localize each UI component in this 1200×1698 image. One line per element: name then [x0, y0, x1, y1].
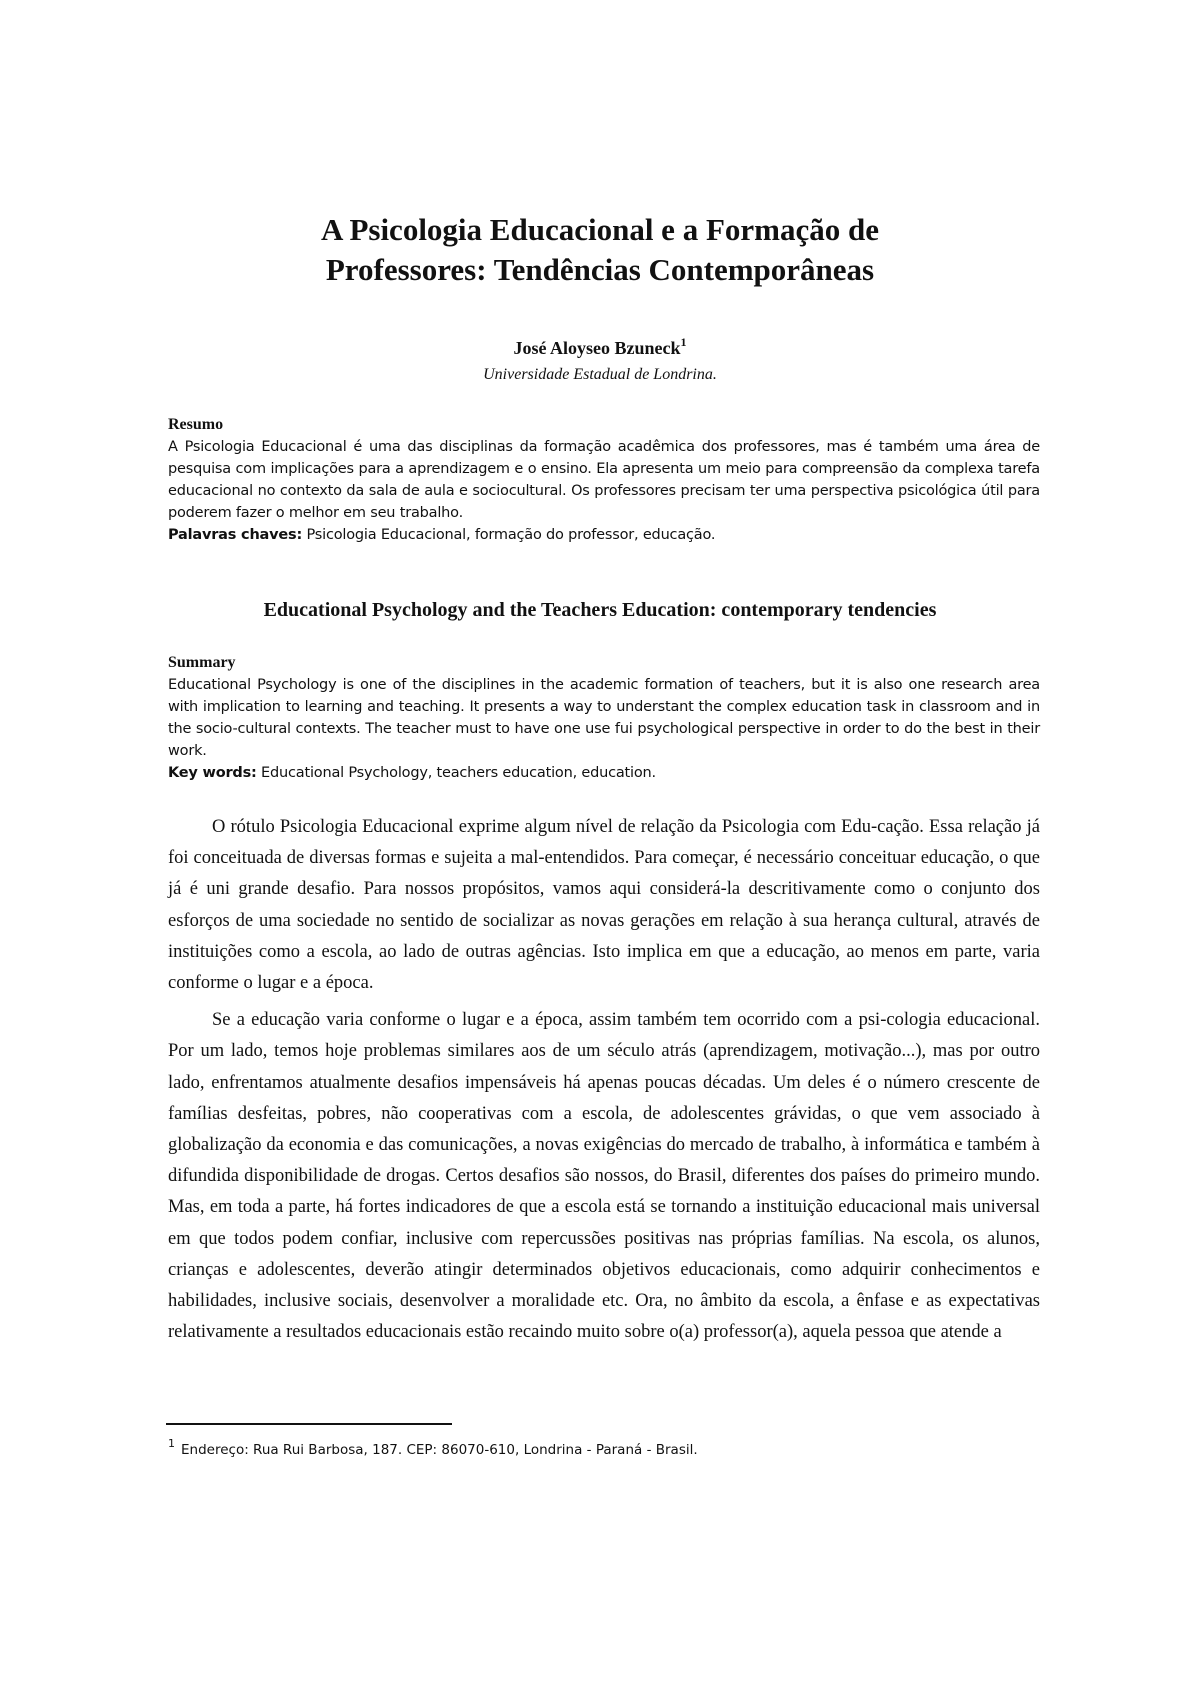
- footnote-mark: 1: [168, 1437, 175, 1450]
- summary-keywords-label: Key words:: [168, 765, 257, 781]
- summary-keywords-text: Educational Psychology, teachers education, education.: [256, 765, 656, 781]
- resumo-keywords-label: Palavras chaves:: [168, 527, 303, 543]
- paper-title-line-2: Professores: Tendências Contemporâneas: [325, 252, 875, 287]
- english-title: Educational Psychology and the Teachers Education: contemporary tendencies: [263, 599, 937, 621]
- footnote-text: Endereço: Rua Rui Barbosa, 187. CEP: 86070-610, Londrina - Paraná - Brasil.: [181, 1442, 698, 1458]
- resumo-section: [168, 414, 1040, 546]
- body-paragraph: Se a educação varia conforme o lugar e a época, assim também tem ocorrido com a psi-cologia educacional. Por um lado, temos hoje problemas similares aos de um século atrás (aprendizagem, motivação...), mas por outro lado, enfrentamos atualmente desafios impensáveis há apenas poucas décadas. Um deles é o número crescente de famílias desfeitas, pobres, não cooperativas com a escola, de adolescentes grávidas, o que vem associado à globalização da economia e das comunicações, a novas exigências do mercado de trabalho, à informática e também à difundida disponibilidade de drogas. Certos desafios são nossos, do Brasil, diferentes dos países do primeiro mundo. Mas, em toda a parte, há fortes indicadores de que a escola está se tornando a instituição educacional mais universal em que todos podem confiar, inclusive com repercussões positivas nas próprias famílias. Na escola, os alunos, crianças e adolescentes, deverão atingir determinados objetivos educacionais, como adquirir conhecimentos e habilidades, inclusive sociais, desenvolver a moralidade etc. Ora, no âmbito da escola, a ênfase e as expectativas relativamente a resultados educacionais estão recaindo muito sobre o(a) professor(a), aquela pessoa que atende a: [168, 1010, 1040, 1343]
- footnote-divider: [166, 1423, 452, 1425]
- summary-heading: Summary: [168, 654, 236, 671]
- body-text: [168, 812, 1040, 1354]
- resumo-body: A Psicologia Educacional é uma das disciplinas da formação acadêmica dos professores, mas é também uma área de pesquisa com implicações para a aprendizagem e o ensino. Ela apresenta um meio para compreensão da complexa tarefa educacional no contexto da sala de aula e sociocultural. Os professores precisam ter uma perspectiva psicológica útil para poderem fazer o melhor em seu trabalho.: [168, 439, 1040, 521]
- author-line: [160, 337, 1040, 359]
- resumo-keywords: [168, 524, 1040, 546]
- footnote: [168, 1437, 1040, 1460]
- paper-title: [160, 210, 1040, 290]
- resumo-heading: Resumo: [168, 416, 224, 433]
- summary-keywords: [168, 762, 1040, 784]
- summary-section: [168, 652, 1040, 784]
- author-affiliation: Universidade Estadual de Londrina.: [483, 366, 717, 383]
- summary-body: Educational Psychology is one of the disciplines in the academic formation of teachers, but it is also one research area with implication to learning and teaching. It presents a way to understant the complex education task in classroom and in the socio-cultural contexts. The teacher must to have one use fui psychological perspective in order to do the best in their work.: [168, 677, 1040, 759]
- author-name: José Aloyseo Bzuneck: [513, 338, 681, 358]
- resumo-keywords-text: Psicologia Educacional, formação do professor, educação.: [302, 527, 716, 543]
- body-paragraph: O rótulo Psicologia Educacional exprime algum nível de relação da Psicologia com Edu-cação. Essa relação já foi conceituada de diversas formas e sujeita a mal-entendidos. Para começar, é necessário conceituar educação, o que já é uni grande desafio. Para nossos propósitos, vamos aqui considerá-la descritivamente como o conjunto dos esforços de uma sociedade no sentido de socializar as novas gerações em relação à sua herança cultural, através de instituições como a escola, ao lado de outras agências. Isto implica em que a educação, ao menos em parte, varia conforme o lugar e a época.: [168, 817, 1040, 994]
- author-footnote-mark: 1: [680, 335, 687, 349]
- paper-title-line-1: A Psicologia Educacional e a Formação de: [321, 212, 879, 247]
